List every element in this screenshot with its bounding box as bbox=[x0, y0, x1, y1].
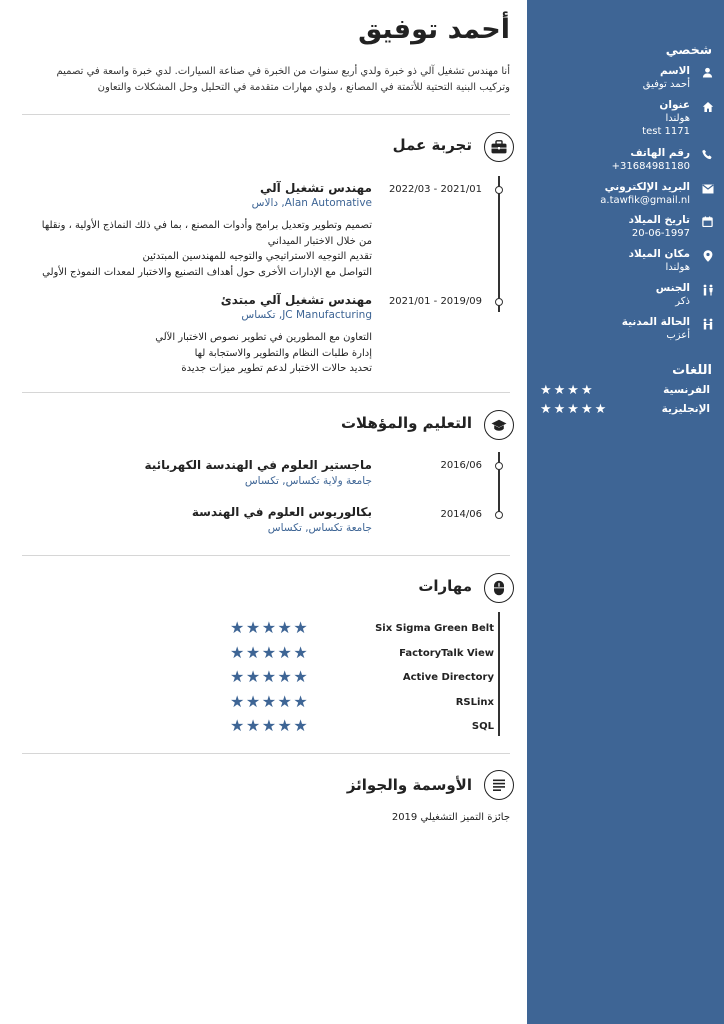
education-date: 2016/06 bbox=[440, 460, 482, 471]
briefcase-icon bbox=[484, 132, 514, 162]
resume-name: أحمد توفيق bbox=[358, 14, 510, 45]
email-icon bbox=[701, 182, 714, 195]
language-name: الإنجليزية bbox=[661, 403, 710, 415]
job-bullet: تصميم وتطوير وتعديل برامج وأدوات المصنع ، بما في ذلك النماذج الأولية ، ونقلها bbox=[41, 220, 372, 231]
email-label: البريد الإلكتروني bbox=[604, 181, 690, 193]
skill-name: SQL bbox=[471, 721, 494, 732]
language-item bbox=[540, 384, 710, 400]
birthdate-value: 20-06-1997 bbox=[631, 228, 690, 239]
language-name: الفرنسية bbox=[663, 384, 710, 396]
personal-gender bbox=[530, 281, 690, 308]
personal-birthdate bbox=[530, 213, 690, 240]
name-label: الاسم bbox=[660, 65, 690, 77]
job-bullet: إدارة طلبات النظام والتطوير والاستجابة لها bbox=[194, 347, 372, 359]
calendar-icon bbox=[701, 215, 714, 228]
list-document-icon bbox=[484, 770, 514, 800]
job-bullets bbox=[42, 218, 372, 280]
phone-label: رقم الهاتف bbox=[630, 147, 690, 159]
phone-icon bbox=[701, 148, 714, 161]
award-item: جائزة التميز التشغيلي 2019 bbox=[391, 812, 510, 823]
address-value-2: test 1171 bbox=[642, 126, 690, 137]
job-title: مهندس تشغيل آلي مبتدئ bbox=[220, 293, 372, 307]
divider bbox=[22, 114, 510, 115]
skill-name: RSLinx bbox=[455, 697, 494, 708]
divider bbox=[22, 555, 510, 556]
skills-section-title: مهارات bbox=[418, 577, 472, 595]
address-label: عنوان bbox=[659, 99, 690, 111]
experience-section-title: تجربة عمل bbox=[392, 136, 472, 154]
skill-rating-stars: ★★★★★ bbox=[230, 692, 310, 711]
name-value: أحمد توفيق bbox=[642, 79, 690, 90]
marital-status-icon bbox=[701, 317, 714, 330]
personal-birthplace bbox=[530, 247, 690, 274]
skill-name: Active Directory bbox=[402, 672, 494, 683]
job-bullet: التعاون مع المطورين في تطوير نصوص الاختبار الآلي bbox=[155, 332, 372, 343]
job-bullet: تقديم التوجيه الاستراتيجي والتوجيه للمهندسين المبتدئين bbox=[142, 251, 372, 262]
gender-value: ذكر bbox=[675, 296, 690, 307]
language-rating-stars: ★★★★ bbox=[540, 383, 595, 398]
summary-line: أنا مهندس تشغيل آلي ذو خبرة ولدي أربع سنوات من الخبرة في صناعة السيارات. لدي خبرة واسعة في تصميم bbox=[56, 66, 510, 77]
timeline-line bbox=[498, 612, 500, 736]
divider bbox=[22, 753, 510, 754]
job-company: Alan Automative, دالاس bbox=[251, 197, 372, 209]
mouse-icon bbox=[484, 573, 514, 603]
timeline-dot bbox=[495, 186, 503, 194]
school-name: جامعة تكساس, تكساس bbox=[267, 522, 372, 534]
sidebar bbox=[527, 0, 724, 1024]
school-name: جامعة ولاية تكساس, تكساس bbox=[244, 475, 372, 487]
skill-name: FactoryTalk View bbox=[399, 648, 494, 659]
job-company: JC Manufacturing, تكساس bbox=[241, 309, 372, 321]
address-value: هولندا bbox=[665, 113, 690, 124]
personal-marital-status bbox=[530, 315, 690, 342]
location-pin-icon bbox=[701, 249, 714, 262]
skill-rating-stars: ★★★★★ bbox=[230, 667, 310, 686]
graduation-cap-icon bbox=[484, 410, 514, 440]
personal-email bbox=[530, 180, 690, 207]
birthplace-label: مكان الميلاد bbox=[628, 248, 690, 260]
job-bullet: من خلال الاختبار الميداني bbox=[267, 235, 372, 247]
education-section-title: التعليم والمؤهلات bbox=[340, 414, 472, 432]
gender-icon bbox=[701, 283, 714, 296]
skill-name: Six Sigma Green Belt bbox=[375, 623, 494, 634]
marital-status-value: أعزب bbox=[666, 330, 690, 341]
education-date: 2014/06 bbox=[440, 509, 482, 520]
job-bullet: التواصل مع الإدارات الأخرى حول أهداف التصنيع والاختبار لمعدات النموذج الأولي bbox=[42, 266, 372, 278]
divider bbox=[22, 392, 510, 393]
skill-rating-stars: ★★★★★ bbox=[230, 716, 310, 735]
job-dates: 2021/01 - 2019/09 bbox=[388, 296, 482, 307]
birthdate-label: تاريخ الميلاد bbox=[628, 214, 690, 226]
timeline-dot bbox=[495, 462, 503, 470]
timeline-dot bbox=[495, 298, 503, 306]
job-title: مهندس تشغيل آلي bbox=[260, 181, 372, 195]
person-icon bbox=[701, 66, 714, 79]
gender-label: الجنس bbox=[655, 282, 690, 294]
degree-title: ماجستير العلوم في الهندسة الكهربائية bbox=[144, 458, 372, 472]
language-item bbox=[540, 403, 710, 419]
personal-section-title: شخصي bbox=[665, 42, 712, 57]
personal-phone bbox=[530, 146, 690, 173]
degree-title: بكالوريوس العلوم في الهندسة bbox=[191, 505, 372, 519]
job-dates: 2022/03 - 2021/01 bbox=[388, 184, 482, 195]
skill-rating-stars: ★★★★★ bbox=[230, 643, 310, 662]
phone-value: +31684981180 bbox=[611, 161, 690, 172]
languages-section-title: اللغات bbox=[672, 363, 712, 378]
skill-rating-stars: ★★★★★ bbox=[230, 618, 310, 637]
summary-line: وتركيب البنية التحتية للأتمتة في المصانع ، ولدي مهارات متقدمة في التحليل وحل المشكلات والتعاون bbox=[97, 82, 510, 93]
summary bbox=[56, 64, 510, 96]
personal-address bbox=[530, 98, 690, 138]
email-value: a.tawfik@gmail.nl bbox=[600, 195, 690, 206]
home-icon bbox=[701, 100, 714, 113]
personal-name bbox=[530, 64, 690, 91]
job-bullets bbox=[155, 330, 372, 377]
job-bullet: تحديد حالات الاختبار لدعم تطوير ميزات جديدة bbox=[181, 363, 372, 374]
birthplace-value: هولندا bbox=[665, 262, 690, 273]
marital-status-label: الحالة المدنية bbox=[621, 316, 690, 328]
awards-section-title: الأوسمة والجوائز bbox=[346, 776, 472, 794]
timeline-dot bbox=[495, 511, 503, 519]
language-rating-stars: ★★★★★ bbox=[540, 402, 609, 417]
timeline-line bbox=[498, 176, 500, 312]
